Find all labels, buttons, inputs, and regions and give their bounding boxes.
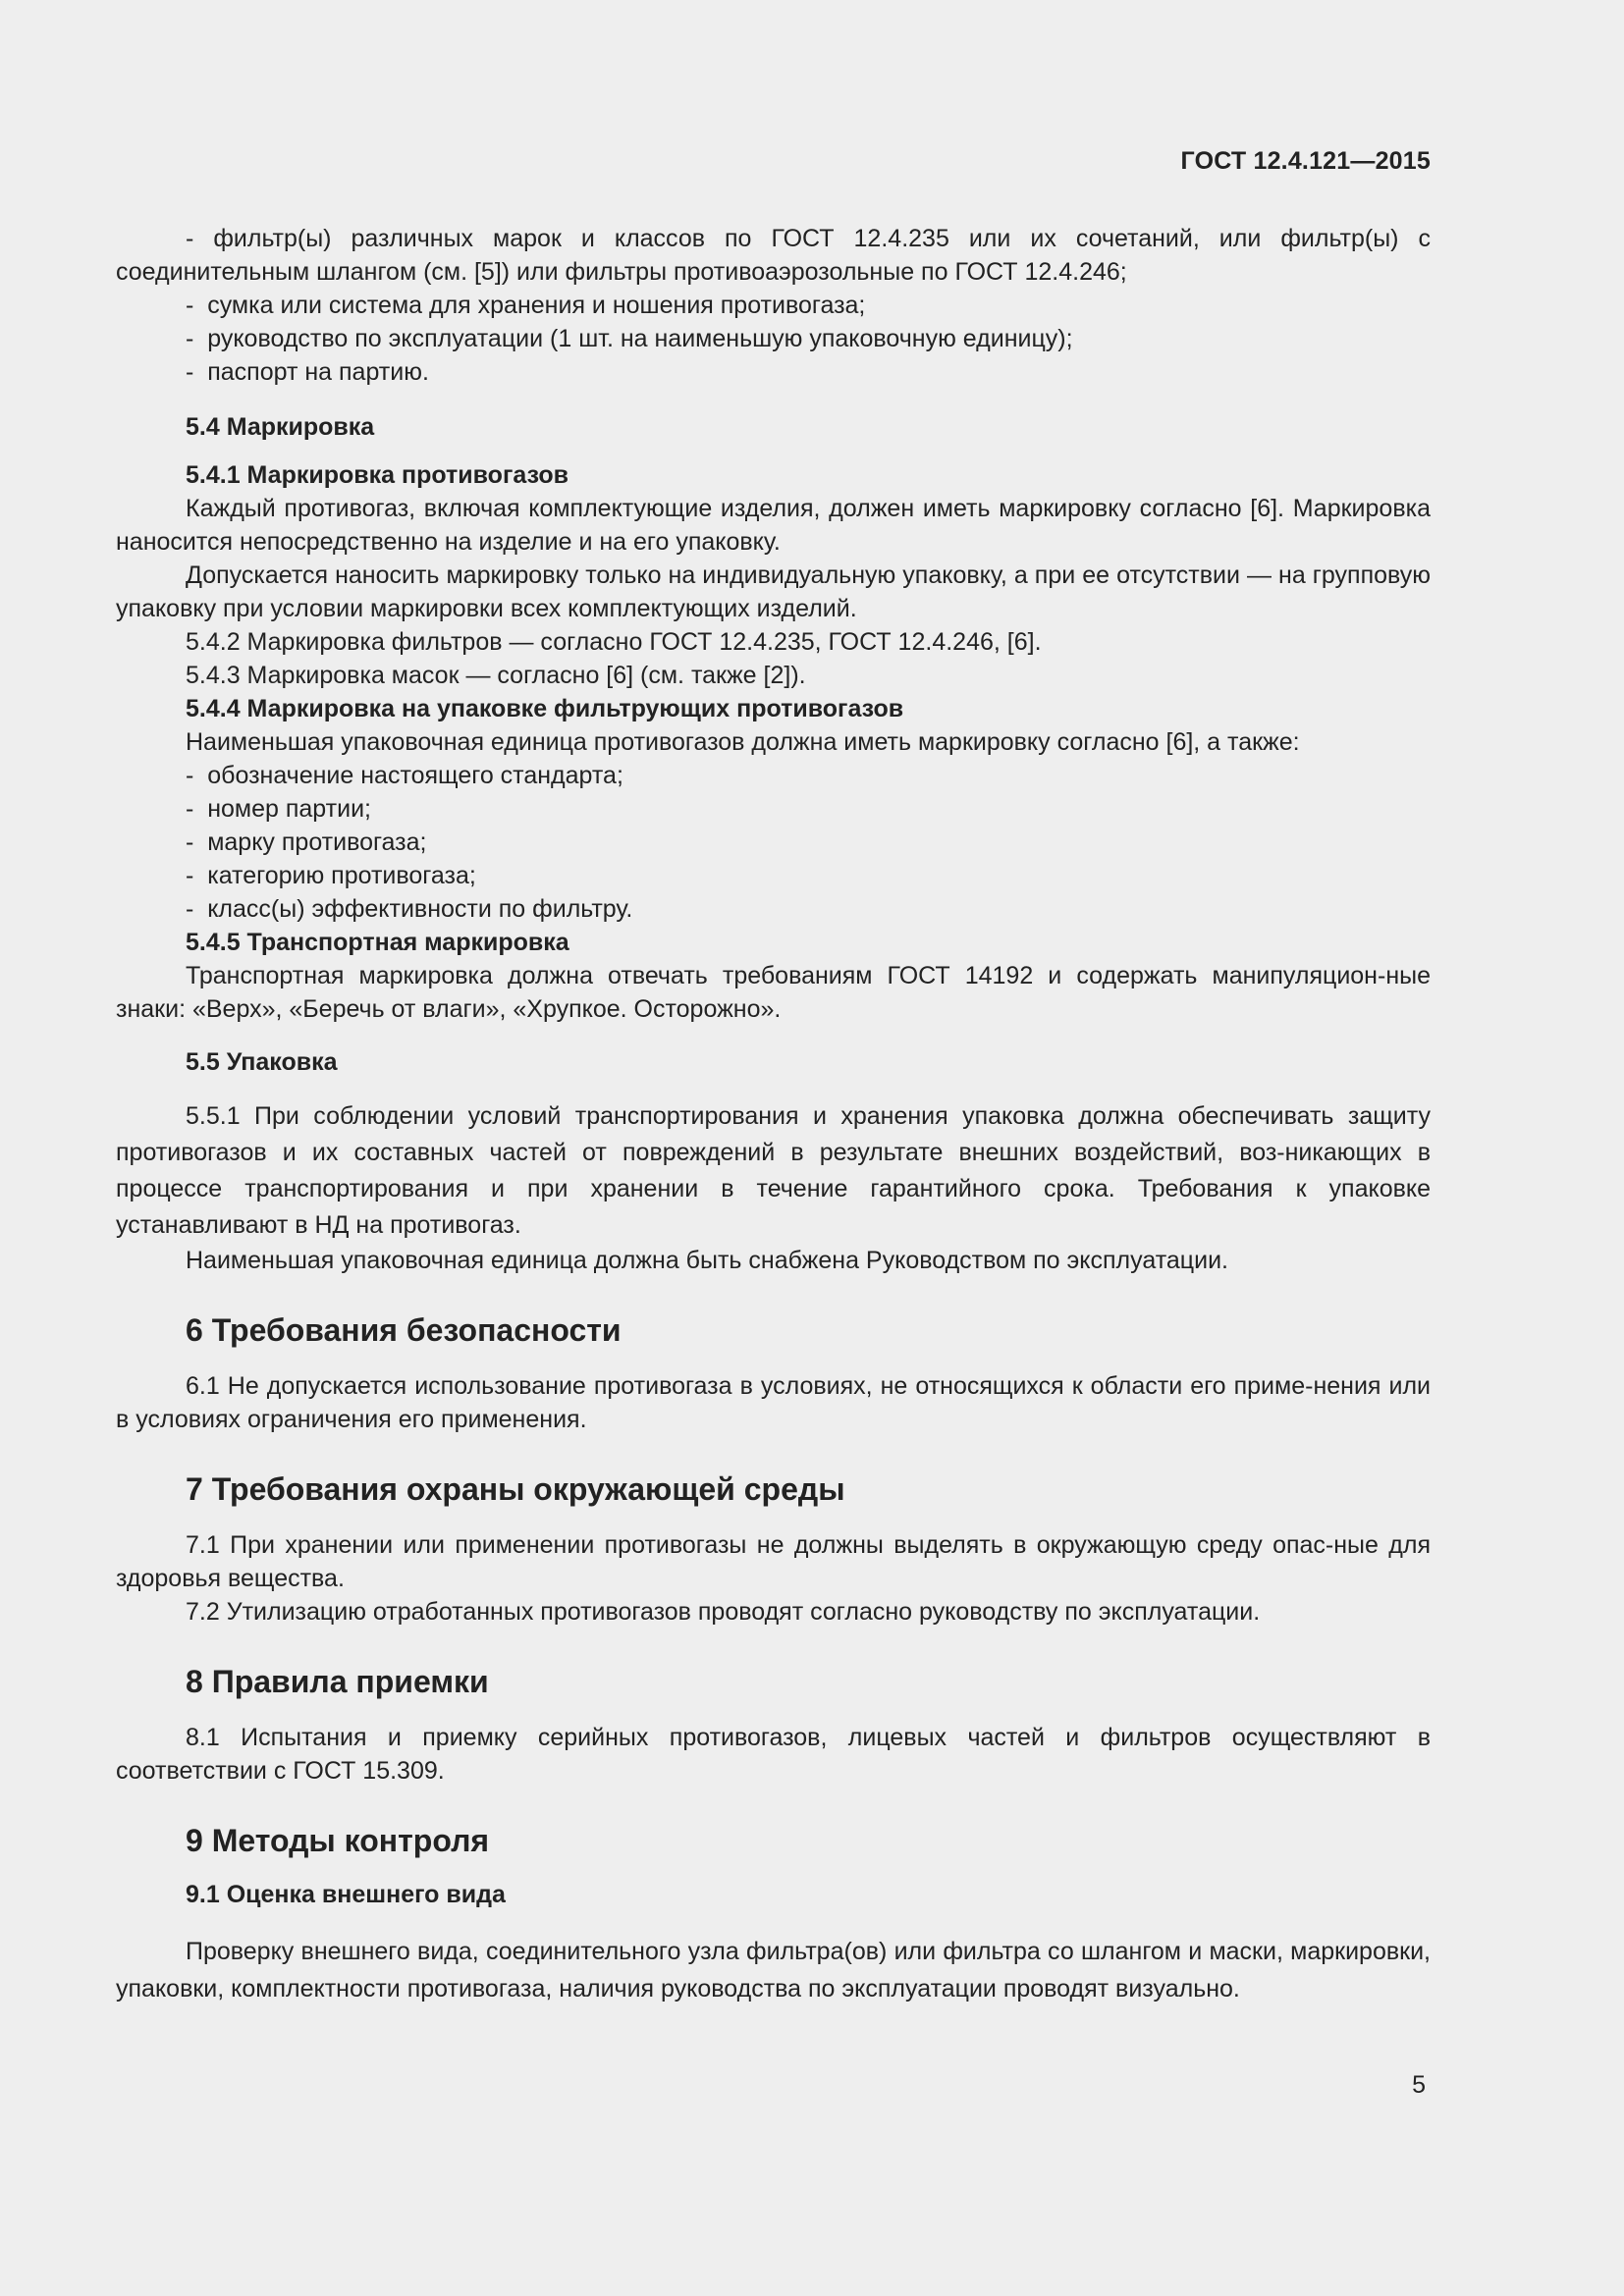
standard-header: ГОСТ 12.4.121—2015 bbox=[1180, 147, 1431, 175]
paragraph: Наименьшая упаковочная единица должна быть снабжена Руководством по эксплуатации. bbox=[186, 1247, 1228, 1274]
paragraph-6-1: 6.1 Не допускается использование противогаза в условиях, не относящихся к области его приме-нения или в условиях ограничения его применения. bbox=[116, 1372, 1431, 1433]
paragraph: Каждый противогаз, включая комплектующие изделия, должен иметь маркировку согласно [6]. Маркировка наносится непосредственно на изделие и на его упаковку. bbox=[116, 495, 1431, 556]
paragraph-7-2: 7.2 Утилизацию отработанных противогазов проводят согласно руководству по эксплуатации. bbox=[186, 1598, 1261, 1626]
paragraph-9-1: Проверку внешнего вида, соединительного узла фильтра(ов) или фильтра со шлангом и маски, маркировки, упаковки, комплектности противогаза, наличия руководства по эксплуатации проводят визуально. bbox=[116, 1938, 1431, 2002]
section-heading-8: 8 Правила приемки bbox=[186, 1664, 489, 1699]
paragraph-7-1: 7.1 При хранении или применении противогазы не должны выделять в окружающую среду опас-ные для здоровья вещества. bbox=[116, 1531, 1431, 1592]
list-item: - паспорт на партию. bbox=[186, 358, 429, 386]
paragraph-5-5-1: 5.5.1 При соблюдении условий транспортирования и хранения упаковка должна обеспечивать защиту противогазов и их составных частей от повреждений в результате внешних воздействий, воз-никающих в процессе транспортирования и при хранении в течение гарантийного срока. Требования к упаковке устанавливают в НД на противогаз. bbox=[116, 1102, 1431, 1239]
intro-paragraph: - фильтр(ы) различных марок и классов по ГОСТ 12.4.235 или их сочетаний, или фильтр(ы) с соединительным шлангом (см. [5]) или фильтры противоаэрозольные по ГОСТ 12.4.246; bbox=[116, 225, 1431, 286]
list-item: - руководство по эксплуатации (1 шт. на наименьшую упаковочную единицу); bbox=[186, 325, 1073, 352]
section-heading-5-4-1: 5.4.1 Маркировка противогазов bbox=[186, 461, 569, 489]
section-heading-6: 6 Требования безопасности bbox=[186, 1312, 622, 1348]
list-item: - класс(ы) эффективности по фильтру. bbox=[186, 895, 633, 923]
paragraph-8-1: 8.1 Испытания и приемку серийных противогазов, лицевых частей и фильтров осуществляют в соответствии с ГОСТ 15.309. bbox=[116, 1724, 1431, 1785]
list-item: - сумка или система для хранения и ношения противогаза; bbox=[186, 292, 866, 319]
paragraph-5-4-3: 5.4.3 Маркировка масок — согласно [6] (см. также [2]). bbox=[186, 662, 806, 689]
list-item: - марку противогаза; bbox=[186, 828, 427, 856]
paragraph: Наименьшая упаковочная единица противогазов должна иметь маркировку согласно [6], а также: bbox=[186, 728, 1300, 756]
section-heading-9-1: 9.1 Оценка внешнего вида bbox=[186, 1881, 506, 1908]
page-number: 5 bbox=[1412, 2071, 1426, 2099]
section-heading-5-4: 5.4 Маркировка bbox=[186, 413, 375, 441]
section-heading-9: 9 Методы контроля bbox=[186, 1823, 490, 1858]
list-item: - обозначение настоящего стандарта; bbox=[186, 762, 623, 789]
section-heading-5-4-4: 5.4.4 Маркировка на упаковке фильтрующих противогазов bbox=[186, 695, 904, 722]
list-item: - категорию противогаза; bbox=[186, 862, 476, 889]
page-content bbox=[116, 222, 1431, 2007]
section-heading-7: 7 Требования охраны окружающей среды bbox=[186, 1471, 845, 1507]
paragraph-5-4-2: 5.4.2 Маркировка фильтров — согласно ГОСТ 12.4.235, ГОСТ 12.4.246, [6]. bbox=[186, 628, 1042, 656]
section-heading-5-4-5: 5.4.5 Транспортная маркировка bbox=[186, 929, 569, 956]
paragraph: Допускается наносить маркировку только на индивидуальную упаковку, а при ее отсутствии — на групповую упаковку при условии маркировки всех комплектующих изделий. bbox=[116, 561, 1431, 622]
paragraph: Транспортная маркировка должна отвечать требованиям ГОСТ 14192 и содержать манипуляцион-ные знаки: «Верх», «Беречь от влаги», «Хрупкое. Осторожно». bbox=[116, 962, 1431, 1023]
section-heading-5-5: 5.5 Упаковка bbox=[186, 1048, 338, 1076]
list-item: - номер партии; bbox=[186, 795, 371, 823]
